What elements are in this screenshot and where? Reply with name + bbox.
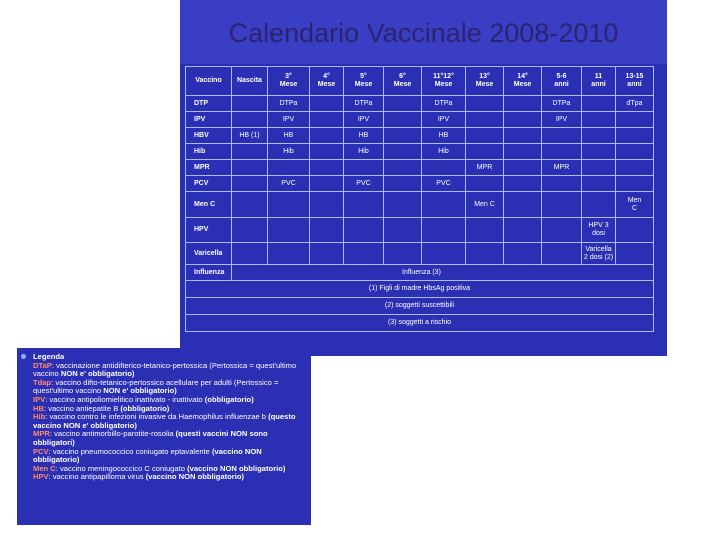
table-cell [310, 192, 344, 218]
table-cell: IPV [344, 112, 384, 128]
note-row [186, 281, 654, 298]
table-cell: DTPa [268, 96, 310, 112]
legend-text: : vaccino antimorbillo-parotite-rosolia [49, 429, 176, 439]
column-header: 13° Mese [466, 67, 504, 96]
table-cell [384, 112, 422, 128]
table-cell [504, 112, 542, 128]
row-label: DTP [186, 96, 232, 112]
row-label: HBV [186, 128, 232, 144]
table-cell: MPR [466, 160, 504, 176]
table-header-row [186, 67, 654, 96]
table-cell [310, 243, 344, 265]
legend-items [21, 362, 307, 482]
table-cell [466, 112, 504, 128]
legend-text: : vaccino antipapilloma virus [48, 472, 146, 482]
table-cell: Hib [422, 144, 466, 160]
table-cell [232, 112, 268, 128]
row-label: HPV [186, 218, 232, 243]
column-header: 11 anni [582, 67, 616, 96]
vaccine-schedule-table [185, 66, 654, 332]
legend-bold-text: (vaccino NON obbligatorio) [145, 472, 245, 482]
row-label: IPV [186, 112, 232, 128]
legend-bold-text: (vaccino NON obbligatorio) [187, 463, 286, 473]
table-row [186, 160, 654, 176]
table-cell [504, 96, 542, 112]
table-cell [504, 160, 542, 176]
table-cell [466, 176, 504, 192]
table-cell [616, 218, 654, 243]
table-cell [582, 160, 616, 176]
note-row [186, 298, 654, 315]
table-cell [582, 96, 616, 112]
table-cell: Hib [268, 144, 310, 160]
table-cell [310, 176, 344, 192]
table-cell [466, 218, 504, 243]
column-header: Vaccino [186, 67, 232, 96]
column-header: 13-15 anni [616, 67, 654, 96]
table-note: (3) soggetti a rischio [186, 315, 654, 332]
table-cell: Varicella 2 dosi (2) [582, 243, 616, 265]
table-cell [422, 218, 466, 243]
table-cell [542, 243, 582, 265]
table-cell: Hib [344, 144, 384, 160]
table-cell [344, 243, 384, 265]
table-cell [310, 112, 344, 128]
table-row [186, 112, 654, 128]
table-cell [232, 218, 268, 243]
table-cell: PVC [268, 176, 310, 192]
table-cell: IPV [268, 112, 310, 128]
legend-item [21, 448, 307, 465]
table-cell [384, 218, 422, 243]
table-cell: DTPa [344, 96, 384, 112]
legend-text: : vaccino antiepatite B [43, 403, 121, 413]
table-cell [384, 192, 422, 218]
table-cell [384, 160, 422, 176]
legend-abbr: IPV [33, 394, 46, 404]
table-row [186, 144, 654, 160]
legend-bold-text: NON e' obbligatorio) [60, 369, 135, 379]
legend-title: Legenda [33, 352, 65, 361]
legend-abbr: Men C [33, 463, 56, 473]
legend-abbr: Hib [33, 412, 46, 422]
table-cell [582, 192, 616, 218]
table-cell: dTpa [616, 96, 654, 112]
table-cell [310, 128, 344, 144]
table-cell [232, 192, 268, 218]
note-row [186, 315, 654, 332]
table-cell: Influenza (3) [232, 265, 654, 281]
legend-bold-text: (obbligatorio) [120, 403, 170, 413]
bullet-icon [21, 354, 26, 359]
table-cell [268, 243, 310, 265]
table-cell [310, 96, 344, 112]
table-cell [384, 128, 422, 144]
table-cell: PVC [422, 176, 466, 192]
row-label: Varicella [186, 243, 232, 265]
legend-abbr: HB [33, 403, 44, 413]
table-cell [268, 160, 310, 176]
legend-item [21, 379, 307, 396]
row-label: Men C [186, 192, 232, 218]
legend-text: : vaccino difto-tetanico-pertossico acellulare per adulti (Pertossico = quest'ultimo vaccino [33, 377, 279, 396]
table-cell [582, 176, 616, 192]
legend-item [21, 473, 307, 482]
legend-text: : vaccino antipoliomielitico inattivato - inattivato [45, 394, 205, 404]
table-cell: HB [344, 128, 384, 144]
legend-item [21, 430, 307, 447]
legend-panel [17, 348, 311, 525]
table-cell [232, 96, 268, 112]
table-cell: HB [422, 128, 466, 144]
table-row [186, 96, 654, 112]
table-row [186, 218, 654, 243]
legend-abbr: PCV [33, 446, 49, 456]
table-cell [384, 176, 422, 192]
table-cell: DTPa [422, 96, 466, 112]
legend-abbr: Tdap [33, 377, 52, 387]
column-header: 5-6 anni [542, 67, 582, 96]
table-cell: HPV 3 dosi [582, 218, 616, 243]
table-cell [466, 144, 504, 160]
legend-abbr: HPV [33, 472, 49, 482]
legend-bold-text: (questi vaccini NON sono obbligatori) [33, 429, 268, 447]
legend-bold-text: (vaccino NON obbligatorio) [33, 446, 262, 465]
table-note: (1) Figli di madre HbsAg positiva [186, 281, 654, 298]
legend-bold-text: (questo vaccino NON e' obbligatorio) [33, 412, 296, 430]
row-label: Influenza [186, 265, 232, 281]
table-cell: DTPa [542, 96, 582, 112]
table-cell [616, 112, 654, 128]
table-cell [504, 243, 542, 265]
table-cell: HB [268, 128, 310, 144]
table-cell [344, 160, 384, 176]
table-cell [310, 218, 344, 243]
table-cell [232, 144, 268, 160]
table-cell: PVC [344, 176, 384, 192]
table-row [186, 265, 654, 281]
table-cell [504, 218, 542, 243]
table-cell [504, 128, 542, 144]
table-cell [268, 192, 310, 218]
table-cell [542, 128, 582, 144]
column-header: 4° Mese [310, 67, 344, 96]
legend-item [21, 413, 307, 430]
table-cell [232, 176, 268, 192]
legend-abbr: MPR [33, 429, 50, 439]
table-cell [616, 243, 654, 265]
table-row [186, 128, 654, 144]
table-cell [616, 160, 654, 176]
table-cell [384, 96, 422, 112]
table-cell [582, 128, 616, 144]
table-cell [384, 243, 422, 265]
table-cell: IPV [422, 112, 466, 128]
table-cell [384, 144, 422, 160]
table-cell [504, 144, 542, 160]
column-header: 14° Mese [504, 67, 542, 96]
legend-text: : vaccino meningococcico C coniugato [55, 463, 188, 473]
table-cell [466, 96, 504, 112]
table-row [186, 176, 654, 192]
table-cell [232, 160, 268, 176]
table-cell [542, 192, 582, 218]
table-cell: Men C [616, 192, 654, 218]
column-header: Nascita [232, 67, 268, 96]
column-header: 6° Mese [384, 67, 422, 96]
table-cell [616, 128, 654, 144]
table-cell [268, 218, 310, 243]
table-cell [582, 112, 616, 128]
table-cell [504, 176, 542, 192]
table-cell [616, 176, 654, 192]
table-cell [344, 218, 384, 243]
table-cell: IPV [542, 112, 582, 128]
table-cell [466, 243, 504, 265]
table-cell: HB (1) [232, 128, 268, 144]
table-cell [616, 144, 654, 160]
table-cell [232, 243, 268, 265]
table-row [186, 192, 654, 218]
column-header: 5° Mese [344, 67, 384, 96]
legend-text: : vaccino contro le infezioni invasive da Haemophilus influenzae b [45, 412, 269, 422]
legend-text: : vaccinazione antidifterico-tetanico-pertossica (Pertossica = quest'ultimo vaccino [33, 360, 297, 379]
table-cell [504, 192, 542, 218]
table-cell [542, 144, 582, 160]
column-header: 11°12° Mese [422, 67, 466, 96]
legend-item [21, 362, 307, 379]
table-cell [310, 160, 344, 176]
legend-text: : vaccino pneumococcico coniugato eptavalente [48, 446, 212, 456]
table-row [186, 243, 654, 265]
table-cell: Men C [466, 192, 504, 218]
row-label: PCV [186, 176, 232, 192]
table-cell [422, 192, 466, 218]
table-cell [344, 192, 384, 218]
row-label: Hib [186, 144, 232, 160]
table-note: (2) soggetti suscettibili [186, 298, 654, 315]
table-cell [310, 144, 344, 160]
legend-bold-text: NON e' obbligatorio) [103, 386, 177, 396]
table-cell [542, 218, 582, 243]
table-cell [466, 128, 504, 144]
table-cell: MPR [542, 160, 582, 176]
table-cell [422, 160, 466, 176]
table-cell [422, 243, 466, 265]
slide-panel [180, 0, 667, 356]
row-label: MPR [186, 160, 232, 176]
table-cell [542, 176, 582, 192]
table-cell [582, 144, 616, 160]
legend-bold-text: (obbligatorio) [204, 394, 254, 404]
slide-title: Calendario Vaccinale 2008-2010 [228, 18, 619, 48]
legend-abbr: DTaP [33, 360, 52, 370]
column-header: 3° Mese [268, 67, 310, 96]
